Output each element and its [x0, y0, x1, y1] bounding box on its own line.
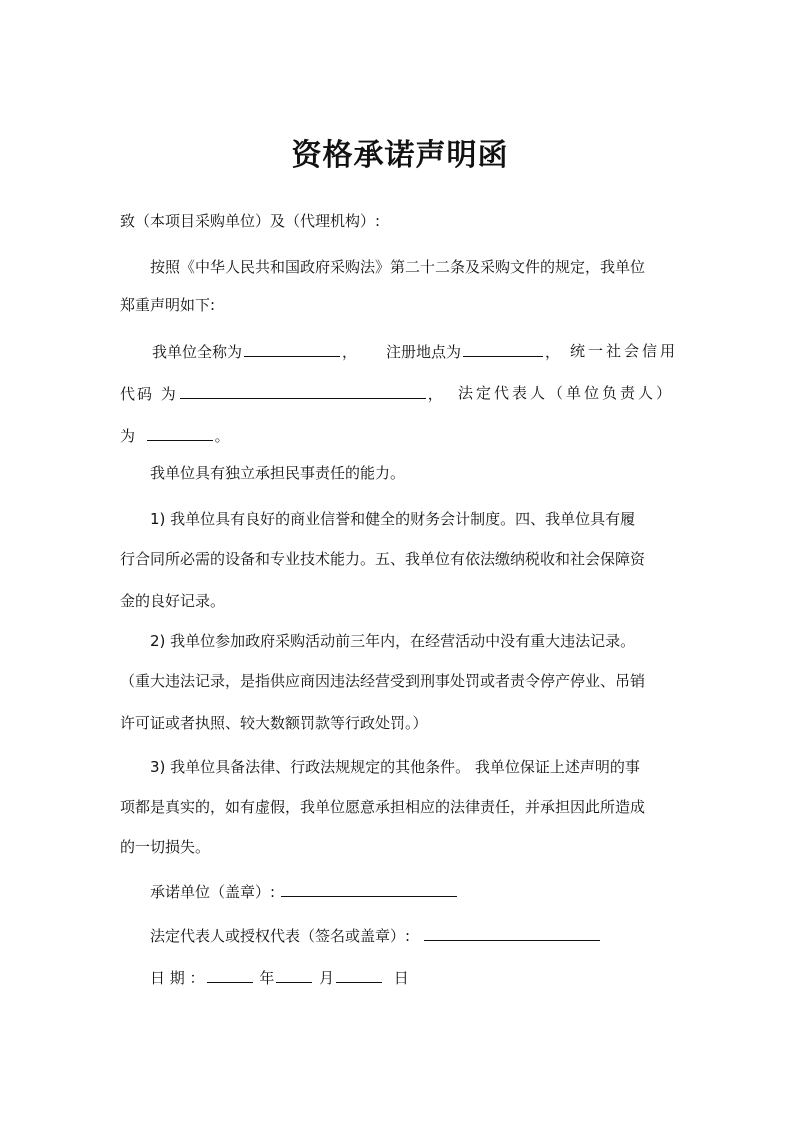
salutation: 致（本项目采购单位）及（代理机构）:	[120, 212, 381, 230]
full-name-label: 我单位全称为	[152, 343, 243, 361]
sign-unit-label: 承诺单位（盖章）:	[150, 883, 276, 901]
reg-address-label: 注册地点为	[386, 343, 462, 361]
sign-rep-row	[150, 924, 602, 947]
p1-line-2: 行合同所必需的设备和专业技术能力。五、我单位有依法缴纳税收和社会保障资	[120, 550, 646, 568]
rep-blank	[147, 424, 213, 441]
sign-rep-blank	[424, 924, 600, 941]
p3-line-3: 的一切损失。	[120, 838, 211, 856]
year-blank	[207, 966, 253, 983]
credit-code-label-a: 统一社会信用	[570, 342, 679, 360]
p3-line-1: 3) 我单位具备法律、行政法规规定的其他条件。 我单位保证上述声明的事	[150, 758, 640, 776]
sign-unit-row	[150, 880, 459, 903]
p2-line-3: 许可证或者执照、较大数额罚款等行政处罚。）	[120, 714, 428, 732]
intro-line-2: 郑重声明如下:	[120, 296, 216, 314]
date-label: 日 期 ：	[150, 969, 205, 987]
capacity-paragraph: 我单位具有独立承担民事责任的能力。	[150, 464, 406, 482]
comma: ，	[342, 343, 358, 361]
credit-code-blank	[180, 382, 426, 399]
full-name-blank	[244, 340, 340, 357]
rep-label: 为	[120, 427, 136, 445]
date-row	[150, 966, 409, 989]
day-label: 日	[393, 969, 409, 987]
intro-line-1: 按照《中华人民共和国政府采购法》第二十二条及采购文件的规定，我单位	[150, 258, 646, 276]
comma: ，	[427, 385, 445, 403]
p3-line-2: 项都是真实的，如有虚假，我单位愿意承担相应的法律责任，并承担因此所造成	[120, 798, 646, 816]
year-label: 年	[259, 969, 275, 987]
month-label: 月	[319, 969, 335, 987]
document-title: 资格承诺声明函	[291, 138, 509, 173]
end-mark: 。	[214, 427, 230, 445]
sign-unit-blank	[281, 880, 457, 897]
p1-line-3: 金的良好记录。	[120, 592, 226, 610]
unit-info-line-2	[120, 382, 445, 405]
unit-info-line-1b	[386, 340, 560, 363]
month-blank	[276, 966, 312, 983]
sign-rep-label: 法定代表人或授权代表（签名或盖章）:	[150, 927, 411, 945]
p2-line-1: 2) 我单位参加政府采购活动前三年内，在经营活动中没有重大违法记录。	[150, 632, 636, 650]
p1-line-1: 1) 我单位具有良好的商业信誉和健全的财务会计制度。四、我单位具有履	[150, 510, 636, 528]
reg-address-blank	[463, 340, 543, 357]
comma: ，	[545, 343, 561, 361]
unit-info-line-3	[120, 424, 230, 447]
unit-info-line-1	[152, 340, 357, 363]
legal-rep-label: 法定代表人（单位负责人）	[458, 384, 675, 402]
p2-line-2: （重大违法记录，是指供应商因违法经营受到刑事处罚或者责令停产停业、吊销	[120, 672, 646, 690]
day-blank	[336, 966, 382, 983]
credit-code-label-b: 代码 为	[120, 385, 178, 403]
